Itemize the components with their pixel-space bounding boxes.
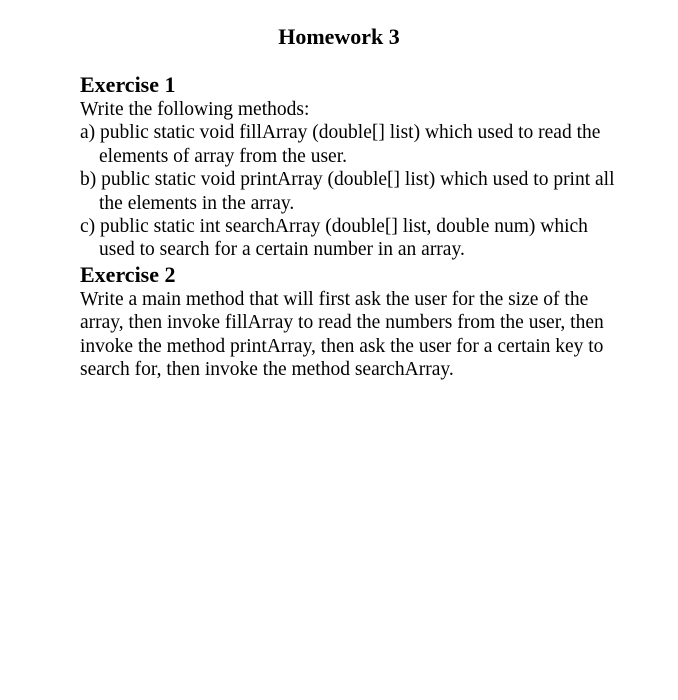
document-title: Homework 3 bbox=[278, 24, 400, 49]
method-item-b-text: b) public static void printArray (double[] list) which used to print all the elements in the array. bbox=[80, 169, 615, 214]
exercise-2 bbox=[80, 262, 620, 382]
method-item-a-text: a) public static void fillArray (double[] list) which used to read the elements of array from the user. bbox=[80, 122, 601, 167]
exercise-1-intro: Write the following methods: bbox=[80, 99, 310, 120]
method-item-b bbox=[80, 168, 620, 215]
document-body bbox=[80, 72, 620, 381]
method-item-c-text: c) public static int searchArray (double[] list, double num) which used to search for a certain number in an array. bbox=[80, 216, 588, 261]
exercise-2-heading: Exercise 2 bbox=[80, 261, 176, 287]
method-item-c bbox=[80, 215, 620, 262]
method-item-a bbox=[80, 121, 620, 168]
exercise-2-body: Write a main method that will first ask the user for the size of the array, then invoke fillArray to read the numbers from the user, then invoke the method printArray, then ask the user for a certain key to search for, then invoke the method searchArray. bbox=[80, 288, 604, 381]
exercise-1 bbox=[80, 72, 620, 262]
exercise-1-heading: Exercise 1 bbox=[80, 72, 176, 97]
method-list bbox=[80, 121, 620, 261]
